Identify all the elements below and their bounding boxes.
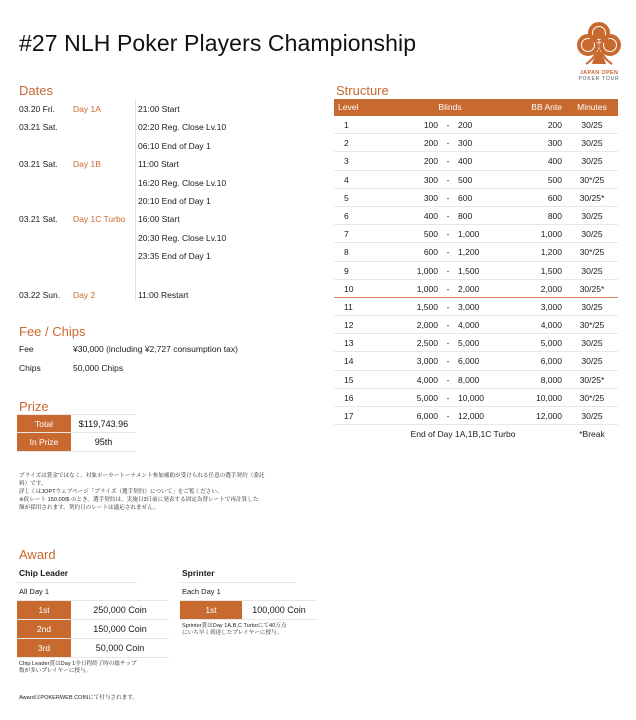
minutes: 30/25* (579, 283, 605, 294)
award-place: 1st (180, 601, 242, 619)
bb-ante: 1,000 (540, 229, 562, 240)
small-blind: 500 (423, 229, 438, 240)
level: 8 (344, 247, 349, 258)
small-blind: 100 (423, 120, 438, 130)
chips-value: 50,000 Chips (73, 363, 124, 373)
level-row (334, 116, 618, 134)
award-place: 2nd (17, 620, 71, 638)
prize-note-line: 詳しくはJOPTウェブページ「プライズ（選手契約）について」をご覧ください。 (19, 489, 223, 495)
prize-note-line: 料）です。 (19, 481, 47, 487)
prize-row-in-prize (17, 433, 136, 452)
date: 03.21 Sat. (19, 214, 58, 225)
small-blind: 1,500 (416, 301, 438, 312)
big-blind: 5,000 (458, 338, 480, 349)
award-place: 3rd (17, 639, 71, 657)
day-label: Day 1A (73, 104, 101, 114)
structure-footer (334, 425, 618, 443)
minutes: 30/25 (581, 411, 603, 421)
award-prize: 100,000 Coin (252, 605, 306, 615)
small-blind: 200 (423, 156, 438, 167)
small-blind: 1,000 (416, 265, 438, 276)
award-footer: AwardはPOKERWEB COINにて付与されます。 (19, 695, 139, 701)
level-row (334, 152, 618, 170)
chip-leader-title: Chip Leader (17, 566, 137, 583)
club-logo-icon (566, 20, 632, 70)
level: 9 (344, 265, 349, 276)
bb-ante: 10,000 (536, 392, 562, 403)
page-title: #27 NLH Poker Players Championship (19, 30, 417, 56)
prize-note-line: ※仮レート 150.00/$ のとき。選手契約は、実施日3日前に発表する固定為替レートで再計算した (19, 497, 259, 503)
prize-row-total (17, 414, 136, 433)
col-minutes: Minutes (577, 102, 607, 112)
level: 7 (344, 229, 349, 240)
level: 4 (344, 174, 349, 185)
dash: - (446, 229, 450, 240)
blinds (372, 225, 498, 242)
blinds (372, 371, 498, 388)
bb-ante: 5,000 (540, 338, 562, 349)
level: 11 (344, 301, 353, 312)
level-row (334, 189, 618, 207)
big-blind: 1,500 (458, 265, 480, 276)
dash: - (446, 356, 450, 367)
level-row (334, 389, 618, 407)
chip-leader-note (17, 661, 169, 675)
prize-note-line: 額が採用されます。契約日のレートは適応されません。 (19, 505, 159, 511)
level: 14 (344, 356, 354, 367)
big-blind: 3,000 (458, 301, 480, 312)
big-blind: 1,200 (458, 247, 480, 258)
dash: - (446, 265, 450, 276)
end-of-day-note: End of Day 1A,1B,1C Turbo (410, 429, 516, 440)
minutes: 30/25 (581, 356, 603, 367)
bb-ante: 300 (547, 138, 562, 149)
chip-leader-note-line: Chip Leader賞はDay 1全日程終了時の総チップ (19, 661, 137, 667)
day-label: Day 1B (73, 159, 101, 170)
logo-text-line2: POKER TOUR (578, 76, 620, 82)
date: 03.21 Sat. (19, 159, 58, 170)
level-row (334, 207, 618, 225)
minutes: 30/25 (581, 338, 603, 349)
award-row (180, 601, 316, 620)
level: 6 (344, 210, 349, 221)
minutes: 30/25 (581, 265, 603, 276)
sprinter-sub: Each Day 1 (180, 583, 316, 601)
bb-ante: 500 (547, 174, 562, 185)
col-blinds (372, 99, 498, 116)
jopt-logo (566, 20, 632, 86)
big-blind: 400 (458, 156, 473, 167)
date: 03.20 Fri. (19, 104, 55, 114)
small-blind: 4,000 (416, 374, 438, 385)
blinds (372, 407, 498, 424)
small-blind: 300 (423, 174, 438, 185)
minutes: 30/25 (581, 229, 603, 240)
big-blind: 4,000 (458, 320, 480, 331)
level: 10 (344, 283, 354, 294)
prize-label: In Prize (17, 433, 71, 451)
level-row (334, 225, 618, 243)
big-blind: 600 (458, 192, 473, 203)
level-row (334, 371, 618, 389)
dash: - (446, 138, 450, 149)
col-level: Level (338, 102, 359, 112)
svg-text:+: + (595, 38, 603, 47)
blinds (372, 116, 498, 133)
small-blind: 600 (423, 247, 438, 258)
blinds (372, 134, 498, 151)
dash: - (446, 156, 450, 167)
col-ante: BB Ante (531, 102, 562, 112)
sprinter-award (180, 566, 316, 637)
minutes: 30*/25 (579, 174, 605, 185)
level-row (334, 407, 618, 425)
bb-ante: 4,000 (540, 320, 562, 331)
blinds (372, 334, 498, 351)
award-prize: 150,000 Coin (93, 624, 147, 634)
level: 12 (344, 320, 354, 331)
time: 11:00 Start (138, 159, 179, 170)
col-blinds-label: Blinds (438, 102, 462, 112)
level: 2 (344, 138, 349, 149)
sprinter-note-line: にいち早く到達したプレイヤーに授与。 (182, 630, 283, 636)
level: 5 (344, 192, 349, 203)
award-prize: 50,000 Coin (95, 643, 145, 653)
chip-leader-note-line: 数が多いプレイヤーに授与。 (19, 668, 92, 674)
award-place: 1st (17, 601, 71, 619)
chip-leader-award (17, 566, 169, 675)
big-blind: 6,000 (458, 356, 480, 367)
award-heading: Award (19, 547, 56, 562)
small-blind: 5,000 (416, 392, 438, 403)
fee-value: ¥30,000 (including ¥2,727 consumption tax) (73, 344, 238, 354)
bb-ante: 800 (547, 210, 562, 221)
level-row (334, 262, 618, 280)
level: 13 (344, 338, 354, 349)
date: 03.22 Sun. (19, 290, 61, 300)
level-row (334, 243, 618, 261)
prize-heading: Prize (19, 399, 49, 414)
big-blind: 8,000 (458, 374, 480, 385)
minutes: 30/25 (581, 210, 603, 221)
big-blind: 200 (458, 120, 473, 130)
structure-header (334, 99, 618, 116)
dash: - (446, 320, 450, 331)
minutes: 30*/25 (579, 392, 605, 403)
blinds (372, 243, 498, 260)
blinds (372, 298, 498, 315)
blinds (372, 316, 498, 333)
small-blind: 2,500 (416, 338, 438, 349)
level-row-reg-close (334, 280, 618, 298)
big-blind: 2,000 (458, 283, 480, 294)
small-blind: 2,000 (416, 320, 438, 331)
time: 16:00 Start (138, 214, 180, 225)
dash: - (446, 120, 450, 130)
bb-ante: 1,500 (540, 265, 562, 276)
level-row (334, 134, 618, 152)
level: 15 (344, 374, 354, 385)
big-blind: 1,000 (458, 229, 480, 240)
blinds (372, 352, 498, 369)
bb-ante: 1,200 (540, 247, 562, 258)
bb-ante: 3,000 (540, 301, 562, 312)
prize-note-line: プライズは賞金ではなく、対象ポーカートーナメント参加補助が受けられる任意の選手契約（委託 (19, 473, 265, 479)
big-blind: 10,000 (458, 392, 484, 403)
minutes: 30*/25 (579, 320, 605, 331)
dash: - (446, 283, 450, 294)
blinds (372, 207, 498, 224)
level: 1 (344, 120, 349, 130)
structure-heading: Structure (336, 83, 389, 98)
big-blind: 800 (458, 210, 473, 221)
award-row (17, 601, 169, 620)
prize-value: $119,743.96 (78, 419, 129, 429)
minutes: 30/25* (579, 192, 605, 203)
minutes: 30/25 (581, 156, 603, 167)
level-row (334, 316, 618, 334)
dash: - (446, 210, 450, 221)
day-label: Day 1C Turbo (73, 214, 126, 225)
award-prize: 250,000 Coin (93, 605, 147, 615)
minutes: 30*/25 (579, 247, 605, 258)
blinds (372, 171, 498, 188)
level-row (334, 334, 618, 352)
dash: - (446, 301, 450, 312)
fee-chips-heading: Fee / Chips (19, 324, 86, 339)
structure-table (334, 99, 618, 443)
time: 20:30 Reg. Close Lv.10 (138, 232, 227, 243)
time: 11:00 Restart (138, 290, 189, 300)
bb-ante: 2,000 (540, 283, 562, 294)
small-blind: 3,000 (416, 356, 438, 367)
big-blind: 12,000 (458, 411, 484, 421)
small-blind: 400 (423, 210, 438, 221)
chips-label: Chips (19, 363, 41, 373)
dates-heading: Dates (19, 83, 53, 98)
level-row (334, 298, 618, 316)
time: 02:20 Reg. Close Lv.10 (138, 122, 227, 133)
level-row (334, 352, 618, 370)
blinds (372, 280, 498, 297)
dash: - (446, 374, 450, 385)
bb-ante: 8,000 (540, 374, 562, 385)
prize-value: 95th (94, 437, 113, 447)
blinds (372, 152, 498, 169)
level: 17 (344, 411, 354, 421)
dates-divider (135, 100, 136, 300)
dash: - (446, 247, 450, 258)
bb-ante: 200 (547, 120, 562, 130)
dash: - (446, 192, 450, 203)
big-blind: 300 (458, 138, 473, 149)
bb-ante: 6,000 (540, 356, 562, 367)
small-blind: 200 (423, 138, 438, 149)
bb-ante: 12,000 (536, 411, 562, 421)
blinds (372, 389, 498, 406)
sprinter-note (180, 623, 316, 637)
level: 3 (344, 156, 349, 167)
day-label: Day 2 (73, 290, 96, 300)
blinds (372, 262, 498, 279)
bb-ante: 400 (547, 156, 562, 167)
sprinter-title: Sprinter (180, 566, 296, 583)
minutes: 30/25 (581, 301, 603, 312)
prize-table (17, 414, 136, 452)
award-row (17, 620, 169, 639)
logo-text-line1: JAPAN OPEN (579, 70, 619, 76)
time: 21:00 Start (138, 104, 180, 114)
dash: - (446, 411, 450, 421)
award-row (17, 639, 169, 658)
minutes: 30/25 (581, 120, 603, 130)
minutes: 30/25* (579, 374, 605, 385)
dash: - (446, 174, 450, 185)
small-blind: 6,000 (416, 411, 438, 421)
bb-ante: 600 (547, 192, 562, 203)
minutes: 30/25 (581, 138, 603, 149)
big-blind: 500 (458, 174, 473, 185)
fee-label: Fee (19, 344, 34, 354)
date: 03.21 Sat. (19, 122, 58, 133)
prize-label: Total (17, 415, 71, 432)
dash: - (446, 392, 450, 403)
time: 06:10 End of Day 1 (138, 140, 211, 151)
level: 16 (344, 392, 354, 403)
chip-leader-sub: All Day 1 (17, 583, 169, 601)
time: 23:35 End of Day 1 (138, 251, 211, 262)
break-legend: *Break (579, 429, 605, 440)
level-row (334, 171, 618, 189)
dash: - (446, 338, 450, 349)
small-blind: 1,000 (416, 283, 438, 294)
small-blind: 300 (423, 192, 438, 203)
sprinter-note-line: Sprinter賞はDay 1A,B,C Turboにて40万点 (182, 623, 287, 629)
prize-note (19, 472, 319, 512)
time: 16:20 Reg. Close Lv.10 (138, 177, 227, 188)
time: 20:10 End of Day 1 (138, 196, 211, 206)
blinds (372, 189, 498, 206)
